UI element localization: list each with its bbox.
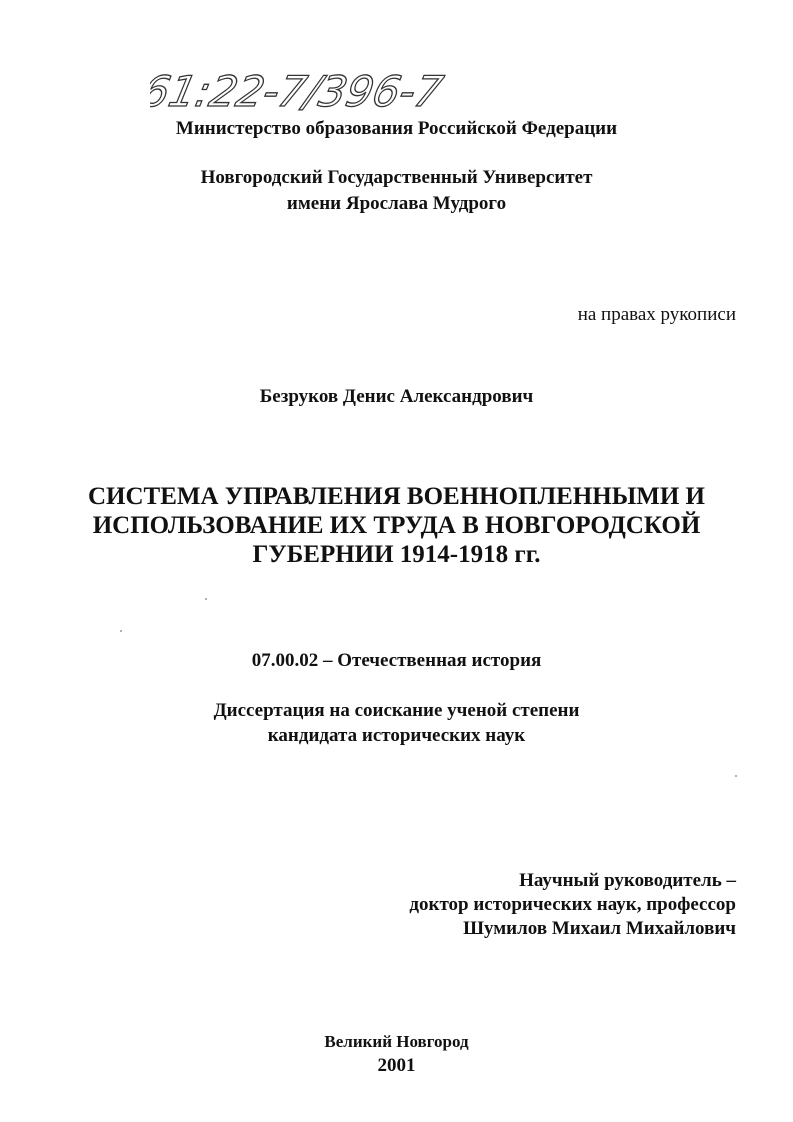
year: 2001 — [377, 1055, 416, 1076]
author-name: Безруков Денис Александрович — [259, 386, 534, 407]
specialty-code: 07.00.02 – Отечественная история — [251, 650, 542, 671]
university-name-dedication: имени Ярослава Мудрого — [286, 193, 507, 214]
university-name: Новгородский Государственный Университет — [200, 167, 593, 188]
manuscript-note: на правах рукописи — [577, 304, 736, 325]
scan-speck — [205, 598, 207, 600]
city: Великий Новгород — [324, 1032, 469, 1051]
ministry-name: Министерство образования Российской Федерации — [175, 118, 618, 139]
supervisor-name: Шумилов Михаил Михайлович — [463, 918, 736, 939]
supervisor-label: Научный руководитель – — [519, 870, 736, 891]
title-line-1: СИСТЕМА УПРАВЛЕНИЯ ВОЕННОПЛЕННЫМИ И — [87, 483, 705, 510]
handwritten-number-text: 61:22-7/396-7 — [150, 68, 447, 117]
title-line-3: ГУБЕРНИИ 1914-1918 гг. — [252, 541, 541, 568]
scan-speck — [120, 630, 122, 632]
degree-line-2: кандидата исторических наук — [267, 725, 526, 746]
degree-line-1: Диссертация на соискание ученой степени — [213, 700, 580, 721]
scan-speck — [735, 775, 737, 777]
supervisor-degree: доктор исторических наук, профессор — [409, 894, 736, 915]
title-line-2: ИСПОЛЬЗОВАНИЕ ИХ ТРУДА В НОВГОРОДСКОЙ — [92, 512, 701, 539]
